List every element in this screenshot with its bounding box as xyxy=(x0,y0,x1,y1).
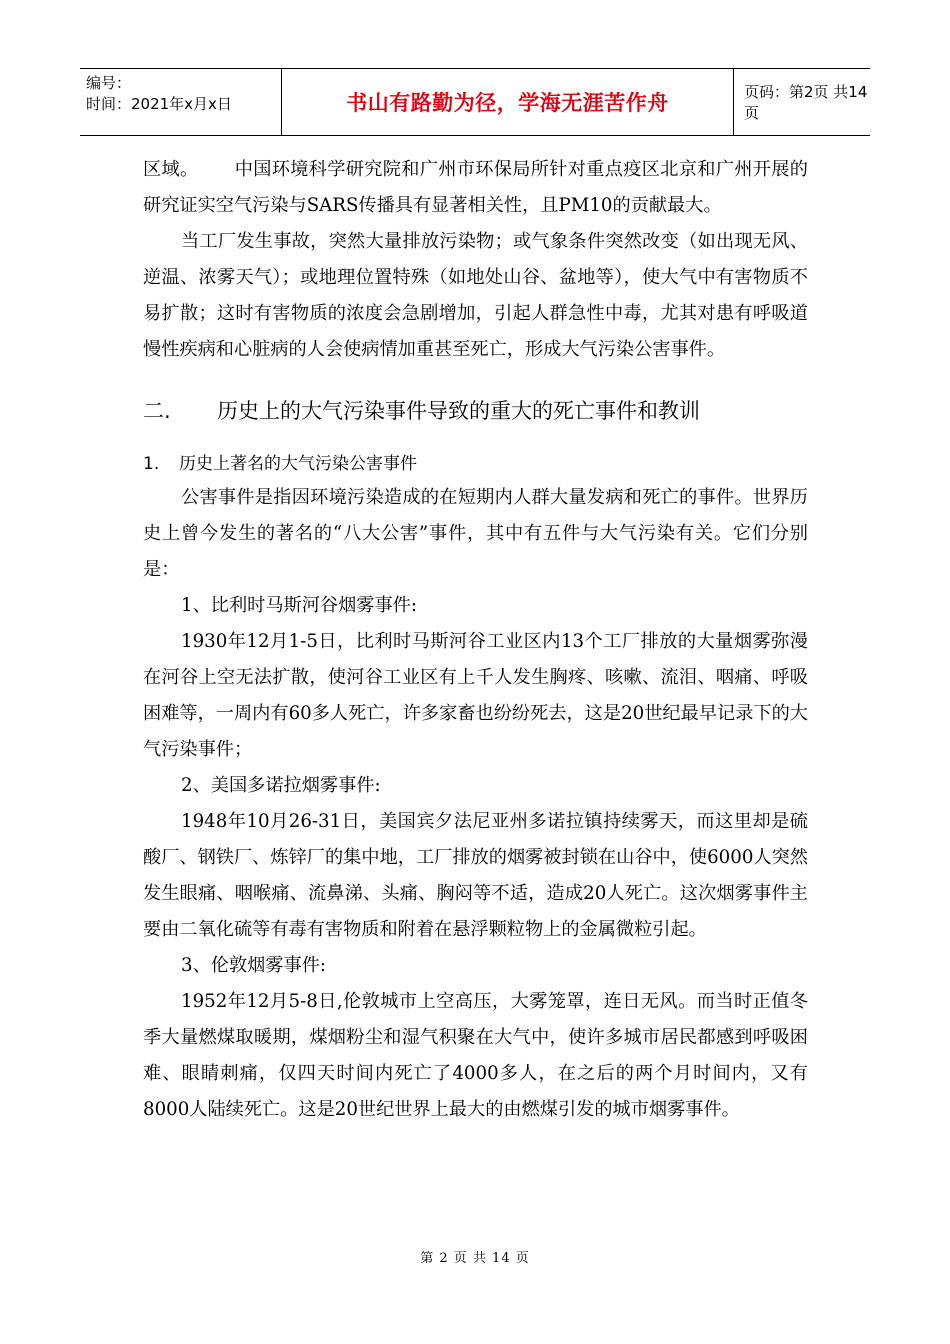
section-title: 历史上的大气污染事件导致的重大的死亡事件和教训 xyxy=(217,399,700,423)
event-2-title: 2、美国多诺拉烟雾事件: xyxy=(181,775,381,796)
event-3-text: 1952年12月5-8日,伦敦城市上空高压，大雾笼罩，连日无风。而当时正值冬季大量燃煤取暖期，煤烟粉尘和湿气积聚在大气中，使许多城市居民都感到呼吸困难、眼睛刺痛，仅四天时间内死亡了4000多人，在之后的两个月时间内，又有8000人陆续死亡。这是20世纪世界上最大的由燃煤引发的城市烟雾事件。 xyxy=(143,991,808,1120)
header-motto-cell xyxy=(282,69,734,135)
code-label: 编号： xyxy=(86,74,132,92)
event-3-title: 3、伦敦烟雾事件: xyxy=(181,955,327,976)
document-body xyxy=(143,152,808,1128)
event-2-text: 1948年10月26-31日，美国宾夕法尼亚州多诺拉镇持续雾天，而这里却是硫酸厂、钢铁厂、炼锌厂的集中地，工厂排放的烟雾被封锁在山谷中，使6000人突然发生眼痛、咽喉痛、流鼻涕、头痛、胸闷等不适，造成20人死亡。这次烟雾事件主要由二氧化硫等有毒有害物质和附着在悬浮颗粒物上的金属微粒引起。 xyxy=(143,811,808,940)
event-1-text: 1930年12月1-5日，比利时马斯河谷工业区内13个工厂排放的大量烟雾弥漫在河谷上空无法扩散，使河谷工业区有上千人发生胸疼、咳嗽、流泪、咽痛、呼吸困难等，一周内有60多人死亡，许多家畜也纷纷死去，这是20世纪最早记录下的大气污染事件； xyxy=(143,631,808,760)
subsection-title: 历史上著名的大气污染公害事件 xyxy=(179,454,417,474)
page-header xyxy=(80,68,870,136)
subsection-number: 1. xyxy=(143,454,160,474)
paragraph-accident: 当工厂发生事故，突然大量排放污染物；或气象条件突然改变（如出现无风、逆温、浓雾天气）；或地理位置特殊（如地处山谷、盆地等），使大气中有害物质不易扩散；这时有害物质的浓度会急剧增加，引起人群急性中毒，尤其对患有呼吸道慢性疾病和心脏病的人会使病情加重甚至死亡，形成大气污染公害事件。 xyxy=(143,231,808,360)
paragraph-sars-lead: 区域。 xyxy=(143,159,199,180)
paragraph-sars-text: 中国环境科学研究院和广州市环保局所针对重点疫区北京和广州开展的研究证实空气污染与SARS传播具有显著相关性，且PM10的贡献最大。 xyxy=(143,159,808,216)
date-label: 时间：2021年x月x日 xyxy=(86,95,232,113)
page-info-text: 页码：第2页 共14页 xyxy=(744,83,868,122)
page-footer: 第 2 页 共 14 页 xyxy=(420,1251,530,1266)
header-meta xyxy=(80,69,282,135)
motto-text: 书山有路勤为径，学海无涯苦作舟 xyxy=(346,91,669,115)
section-number: 二. xyxy=(143,399,171,423)
paragraph-sars xyxy=(143,152,808,224)
event-1-title: 1、比利时马斯河谷烟雾事件: xyxy=(181,595,417,616)
header-page-info xyxy=(734,69,870,135)
paragraph-definition: 公害事件是指因环境污染造成的在短期内人群大量发病和死亡的事件。世界历史上曾今发生的著名的“八大公害”事件，其中有五件与大气污染有关。它们分别是： xyxy=(143,487,808,580)
section-heading xyxy=(143,397,808,425)
subsection-heading xyxy=(143,452,808,476)
